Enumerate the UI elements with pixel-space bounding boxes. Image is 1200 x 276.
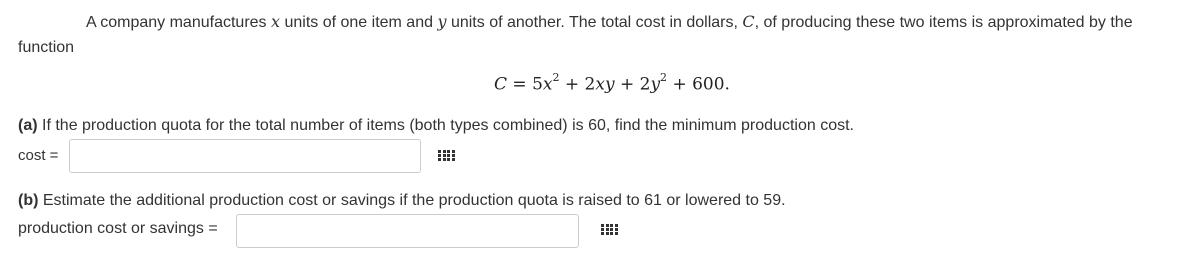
part-b-question bbox=[18, 192, 786, 210]
formula-exp1: 2 bbox=[552, 71, 560, 84]
part-a-question bbox=[18, 117, 854, 135]
keypad-icon[interactable] bbox=[601, 224, 617, 236]
formula-tail: + 600. bbox=[667, 74, 730, 95]
problem-statement bbox=[18, 9, 1188, 60]
part-b-label: (b) bbox=[18, 192, 39, 209]
formula-xy: xy bbox=[595, 74, 615, 95]
savings-answer-input[interactable] bbox=[236, 214, 579, 248]
part-a-label: (a) bbox=[18, 117, 38, 134]
variable-x: x bbox=[270, 12, 281, 31]
intro-text-3: units of another. The total cost in dollars, bbox=[446, 14, 743, 31]
formula-plus1: + 2 bbox=[559, 74, 596, 95]
intro-text-4: , of producing these two items is approximated by the function bbox=[18, 14, 1133, 56]
formula-lhs: C bbox=[494, 74, 508, 95]
savings-answer-label: production cost or savings = bbox=[18, 220, 218, 237]
variable-c: C bbox=[742, 12, 755, 31]
part-a-text: If the production quota for the total number of items (both types combined) is 60, find the minimum production cost. bbox=[37, 117, 854, 134]
variable-y: y bbox=[437, 12, 447, 31]
cost-formula bbox=[494, 73, 730, 95]
formula-y: y bbox=[650, 74, 661, 95]
formula-plus2: + 2 bbox=[614, 74, 651, 95]
cost-answer-input[interactable] bbox=[69, 139, 421, 173]
intro-text-2: units of one item and bbox=[280, 14, 438, 31]
cost-answer-label: cost = bbox=[18, 147, 59, 164]
formula-exp2: 2 bbox=[660, 71, 668, 84]
formula-eq: = 5 bbox=[507, 74, 543, 95]
formula-x: x bbox=[542, 74, 553, 95]
keypad-icon[interactable] bbox=[438, 150, 454, 162]
part-b-text: Estimate the additional production cost or savings if the production quota is raised to 61 or lowered to 59. bbox=[38, 192, 786, 209]
intro-text-1: A company manufactures bbox=[86, 14, 271, 31]
